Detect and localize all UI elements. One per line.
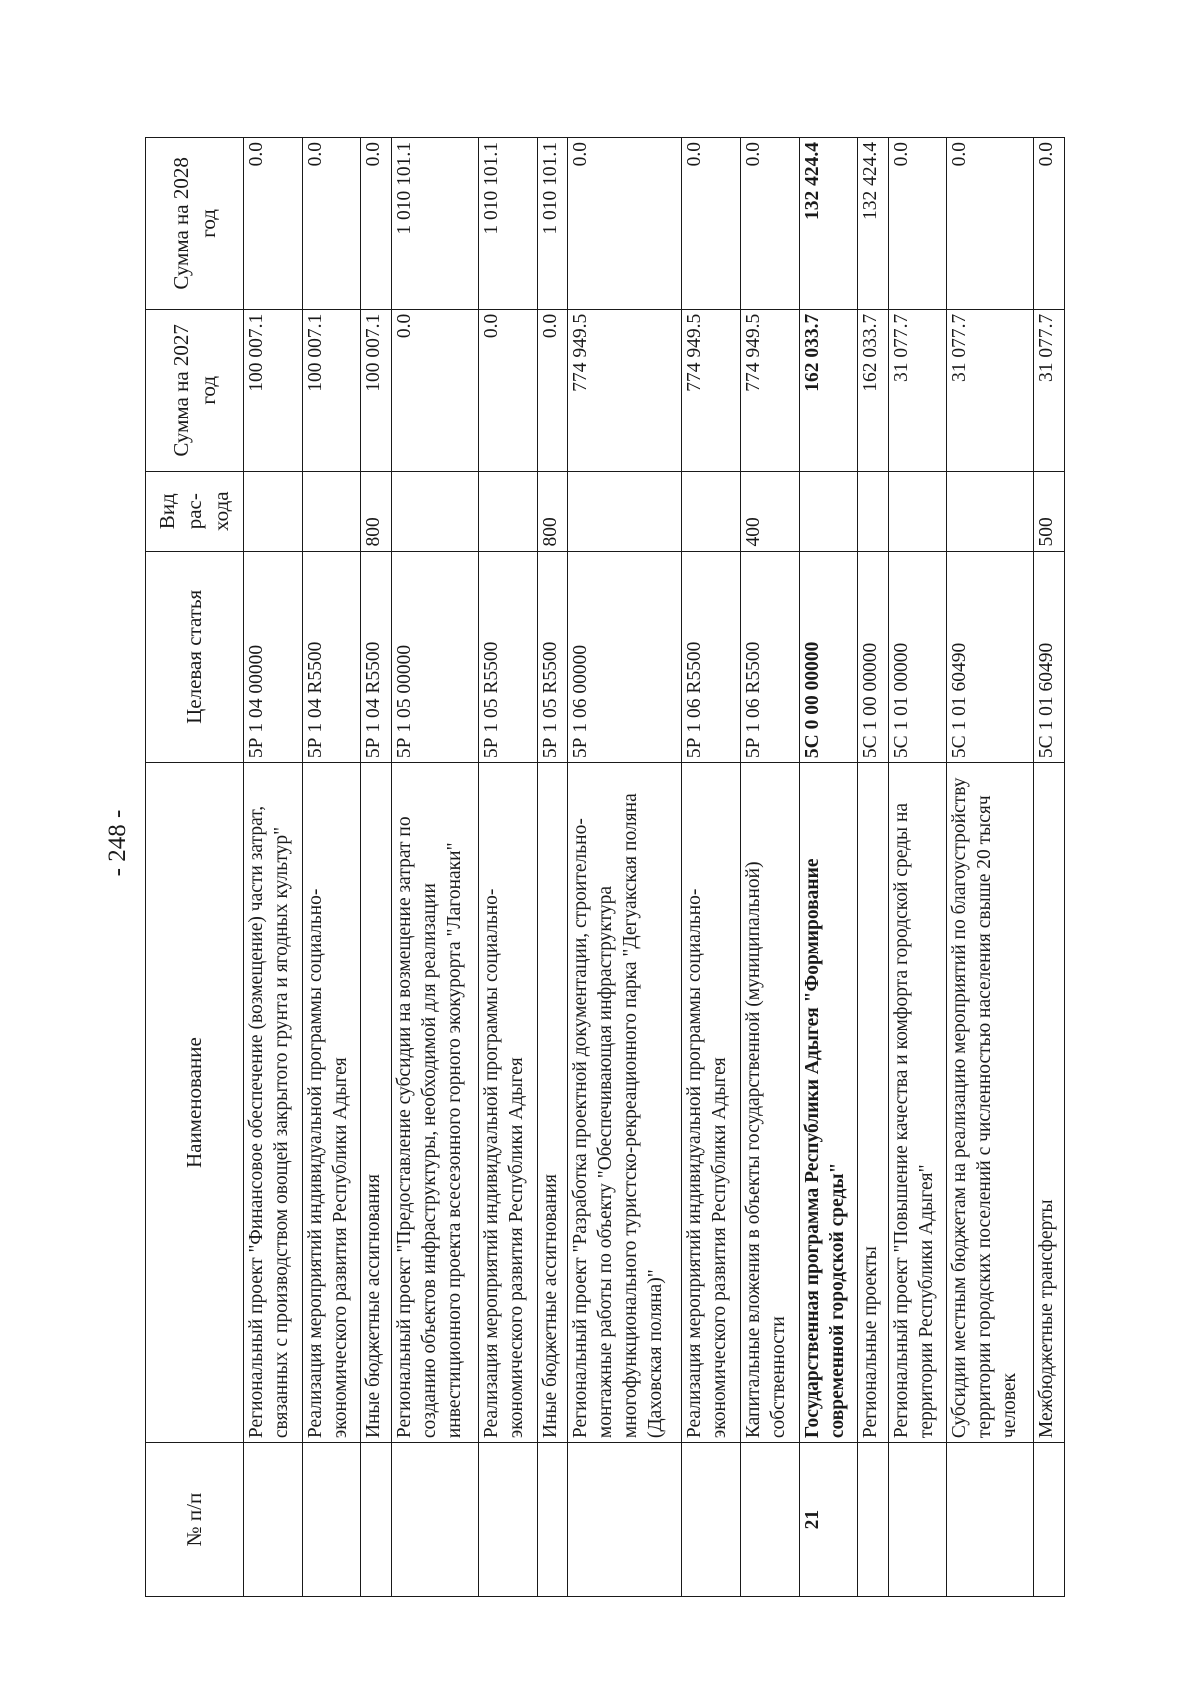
table-row (682, 138, 741, 1597)
cell-sum-2027: 31 077.7 (947, 309, 1034, 471)
table-row (947, 138, 1034, 1597)
cell-code: 5С 1 00 00000 (858, 551, 888, 763)
cell-vid (302, 471, 361, 551)
cell-vid: 800 (537, 471, 567, 551)
cell-num (302, 1443, 361, 1597)
header-vid: Вид рас- хода (146, 471, 244, 551)
budget-table (145, 137, 1065, 1597)
cell-code: 5Р 1 04 00000 (244, 551, 303, 763)
cell-name: Капитальные вложения в объекты государственной (муниципальной) собственности (740, 763, 799, 1443)
cell-num (361, 1443, 391, 1597)
table-row (244, 138, 303, 1597)
cell-code: 5С 1 01 60490 (1034, 551, 1065, 763)
page-number: - 248 - (104, 809, 131, 877)
cell-sum-2027: 162 033.7 (858, 309, 888, 471)
table-row (567, 138, 681, 1597)
header-code: Целевая статья (146, 551, 244, 763)
header-sum-2028: Сумма на 2028 год (146, 138, 244, 310)
cell-vid: 400 (740, 471, 799, 551)
cell-num (947, 1443, 1034, 1597)
table-row (1034, 138, 1065, 1597)
cell-name: Региональный проект "Финансовое обеспечение (возмещение) части затрат, связанных с производством овощей закрытого грунта и ягодных культур" (244, 763, 303, 1443)
cell-code: 5Р 1 05 R5500 (537, 551, 567, 763)
cell-sum-2027: 162 033.7 (799, 309, 858, 471)
cell-sum-2027: 0.0 (391, 309, 478, 471)
cell-sum-2027: 0.0 (478, 309, 537, 471)
cell-vid (799, 471, 858, 551)
cell-num (244, 1443, 303, 1597)
cell-code: 5Р 1 05 00000 (391, 551, 478, 763)
cell-num (478, 1443, 537, 1597)
cell-sum-2028: 0.0 (361, 138, 391, 310)
cell-sum-2028: 0.0 (567, 138, 681, 310)
cell-vid (567, 471, 681, 551)
cell-num (858, 1443, 888, 1597)
table-row (302, 138, 361, 1597)
cell-sum-2028: 0.0 (302, 138, 361, 310)
cell-name: Субсидии местным бюджетам на реализацию мероприятий по благоустройству территории городских поселений с численностью населения свыше 20 тысяч человек (947, 763, 1034, 1443)
cell-vid: 800 (361, 471, 391, 551)
cell-sum-2028: 0.0 (682, 138, 741, 310)
cell-num (537, 1443, 567, 1597)
cell-vid (858, 471, 888, 551)
cell-sum-2027: 0.0 (537, 309, 567, 471)
cell-vid (391, 471, 478, 551)
cell-code: 5Р 1 04 R5500 (302, 551, 361, 763)
cell-sum-2027: 774 949.5 (567, 309, 681, 471)
cell-sum-2028: 1 010 101.1 (537, 138, 567, 310)
cell-vid (244, 471, 303, 551)
cell-sum-2027: 774 949.5 (682, 309, 741, 471)
cell-name: Межбюджетные трансферты (1034, 763, 1065, 1443)
cell-sum-2027: 31 077.7 (888, 309, 947, 471)
cell-code: 5Р 1 05 R5500 (478, 551, 537, 763)
cell-name: Государственная программа Республики Адыгея "Формирование современной городской среды" (799, 763, 858, 1443)
cell-num (1034, 1443, 1065, 1597)
table-row (740, 138, 799, 1597)
cell-name: Региональный проект "Повышение качества и комфорта городской среды на территории Республики Адыгея" (888, 763, 947, 1443)
cell-sum-2027: 100 007.1 (302, 309, 361, 471)
cell-sum-2028: 0.0 (888, 138, 947, 310)
cell-sum-2028: 1 010 101.1 (478, 138, 537, 310)
cell-code: 5С 0 00 00000 (799, 551, 858, 763)
header-name: Наименование (146, 763, 244, 1443)
cell-code: 5Р 1 06 00000 (567, 551, 681, 763)
cell-name: Реализация мероприятий индивидуальной программы социально-экономического развития Республики Адыгея (478, 763, 537, 1443)
table-row (478, 138, 537, 1597)
cell-sum-2028: 132 424.4 (858, 138, 888, 310)
cell-sum-2028: 0.0 (1034, 138, 1065, 310)
cell-code: 5Р 1 06 R5500 (740, 551, 799, 763)
cell-code: 5Р 1 06 R5500 (682, 551, 741, 763)
header-sum-2027: Сумма на 2027 год (146, 309, 244, 471)
cell-name: Реализация мероприятий индивидуальной программы социально-экономического развития Республики Адыгея (302, 763, 361, 1443)
cell-vid (478, 471, 537, 551)
cell-sum-2027: 31 077.7 (1034, 309, 1065, 471)
cell-num (740, 1443, 799, 1597)
cell-num (567, 1443, 681, 1597)
cell-code: 5С 1 01 00000 (888, 551, 947, 763)
cell-name: Реализация мероприятий индивидуальной программы социально-экономического развития Республики Адыгея (682, 763, 741, 1443)
cell-vid (888, 471, 947, 551)
cell-sum-2027: 100 007.1 (361, 309, 391, 471)
cell-num (682, 1443, 741, 1597)
cell-sum-2028: 0.0 (740, 138, 799, 310)
cell-sum-2027: 100 007.1 (244, 309, 303, 471)
cell-sum-2027: 774 949.5 (740, 309, 799, 471)
table-row (888, 138, 947, 1597)
table-row (361, 138, 391, 1597)
cell-vid (682, 471, 741, 551)
table-row (537, 138, 567, 1597)
cell-num (888, 1443, 947, 1597)
cell-name: Иные бюджетные ассигнования (537, 763, 567, 1443)
cell-name: Иные бюджетные ассигнования (361, 763, 391, 1443)
cell-vid (947, 471, 1034, 551)
cell-code: 5С 1 01 60490 (947, 551, 1034, 763)
table-row (391, 138, 478, 1597)
cell-num (391, 1443, 478, 1597)
cell-name: Региональный проект "Предоставление субсидии на возмещение затрат по созданию объектов инфраструктуры, необходимой для реализации инвестиционного проекта всесезонного горного экокурорта "Лагонаки" (391, 763, 478, 1443)
table-row (799, 138, 858, 1597)
table-row (858, 138, 888, 1597)
cell-sum-2028: 132 424.4 (799, 138, 858, 310)
cell-sum-2028: 1 010 101.1 (391, 138, 478, 310)
header-num: № п/п (146, 1443, 244, 1597)
cell-num: 21 (799, 1443, 858, 1597)
cell-code: 5Р 1 04 R5500 (361, 551, 391, 763)
cell-vid: 500 (1034, 471, 1065, 551)
budget-table-container (145, 137, 1065, 1597)
table-header-row (146, 138, 244, 1597)
cell-name: Региональный проект "Разработка проектной документации, строительно-монтажные работы по объекту "Обеспечивающая инфраструктура многофункционального туристско-рекреационного парка "Дегуакская поляна (Даховская поляна)" (567, 763, 681, 1443)
cell-name: Региональные проекты (858, 763, 888, 1443)
cell-sum-2028: 0.0 (244, 138, 303, 310)
cell-sum-2028: 0.0 (947, 138, 1034, 310)
